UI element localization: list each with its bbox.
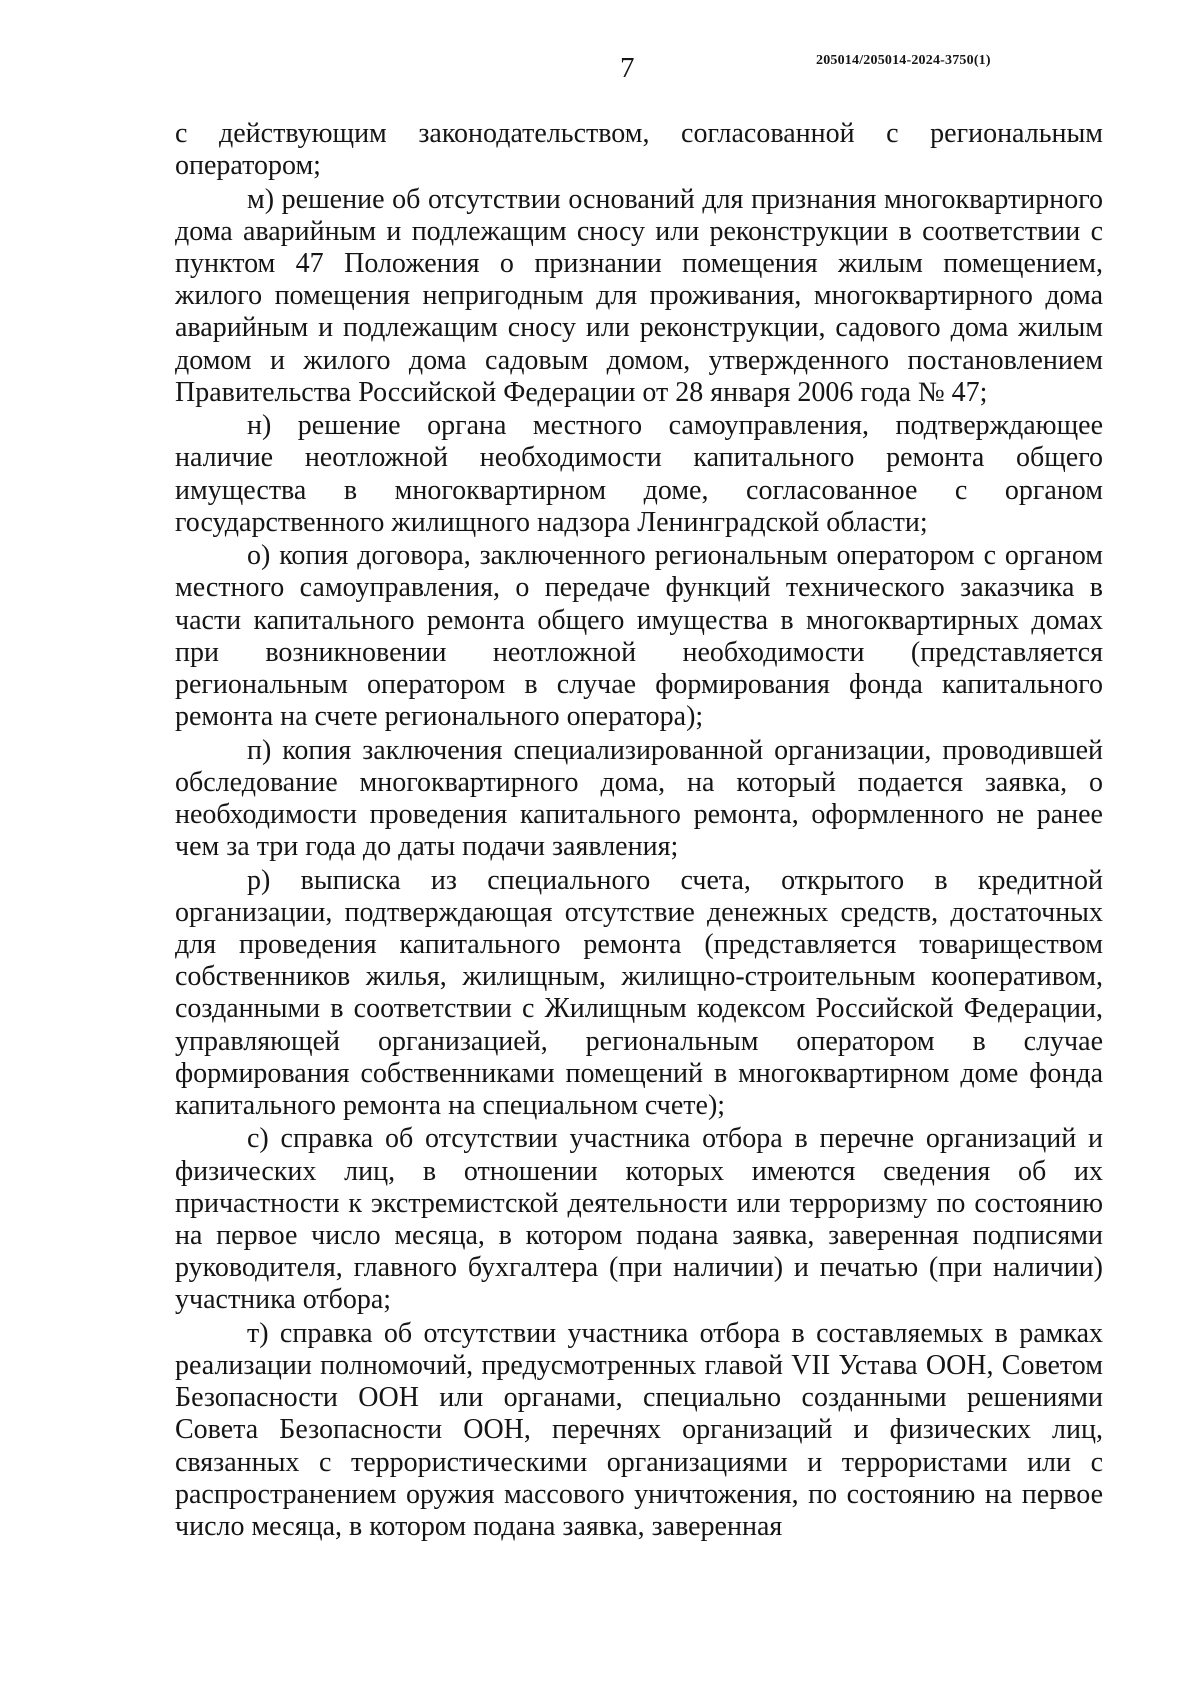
paragraph-item-s: с) справка об отсутствии участника отбора в перечне организаций и физических лиц, в отношении которых имеются сведения об их причастности к экстремистской деятельности или терроризму по состоянию на первое число месяца, в котором подана заявка, заверенная подписями руководителя, главного бухгалтера (при наличии) и печатью (при наличии) участника отбора; (175, 1123, 1103, 1316)
paragraph-item-o: о) копия договора, заключенного региональным оператором с органом местного самоуправления, о передаче функций технического заказчика в части капитального ремонта общего имущества в многоквартирных домах при возникновении неотложной необходимости (представляется региональным оператором в случае формирования фонда капитального ремонта на счете регионального оператора); (175, 540, 1103, 733)
document-reference-number: 205014/205014-2024-3750(1) (816, 53, 991, 68)
paragraph-item-t: т) справка об отсутствии участника отбора в составляемых в рамках реализации полномочий, предусмотренных главой VII Устава ООН, Советом Безопасности ООН или органами, специально созданными решениями Совета Безопасности ООН, перечнях организаций и физических лиц, связанных с террористическими организациями и террористами или с распространением оружия массового уничтожения, по состоянию на первое число месяца, в котором подана заявка, заверенная (175, 1317, 1103, 1543)
paragraph-item-p: п) копия заключения специализированной организации, проводившей обследование многоквартирного дома, на который подается заявка, о необходимости проведения капитального ремонта, оформленного не ранее чем за три года до даты подачи заявления; (175, 734, 1103, 863)
paragraph-item-m: м) решение об отсутствии оснований для признания многоквартирного дома аварийным и подлежащим сносу или реконструкции в соответствии с пунктом 47 Положения о признании помещения жилым помещением, жилого помещения непригодным для проживания, многоквартирного дома аварийным и подлежащим сносу или реконструкции, садового дома жилым домом и жилого дома садовым домом, утвержденного постановлением Правительства Российской Федерации от 28 января 2006 года № 47; (175, 183, 1103, 408)
document-body (175, 118, 1103, 1544)
paragraph-item-n: н) решение органа местного самоуправления, подтверждающее наличие неотложной необходимости капитального ремонта общего имущества в многоквартирном доме, согласованное с органом государственного жилищного надзора Ленинградской области; (175, 410, 1103, 538)
page-number: 7 (620, 52, 635, 84)
paragraph-item-r: р) выписка из специального счета, открытого в кредитной организации, подтверждающая отсутствие денежных средств, достаточных для проведения капитального ремонта (представляется товариществом собственников жилья, жилищным, жилищно-строительным кооперативом, созданными в соответствии с Жилищным кодексом Российской Федерации, управляющей организацией, региональным оператором в случае формирования собственниками помещений в многоквартирном доме фонда капитального ремонта на специальном счете); (175, 864, 1103, 1122)
paragraph-continuation: с действующим законодательством, согласованной с региональным оператором; (175, 118, 1103, 182)
